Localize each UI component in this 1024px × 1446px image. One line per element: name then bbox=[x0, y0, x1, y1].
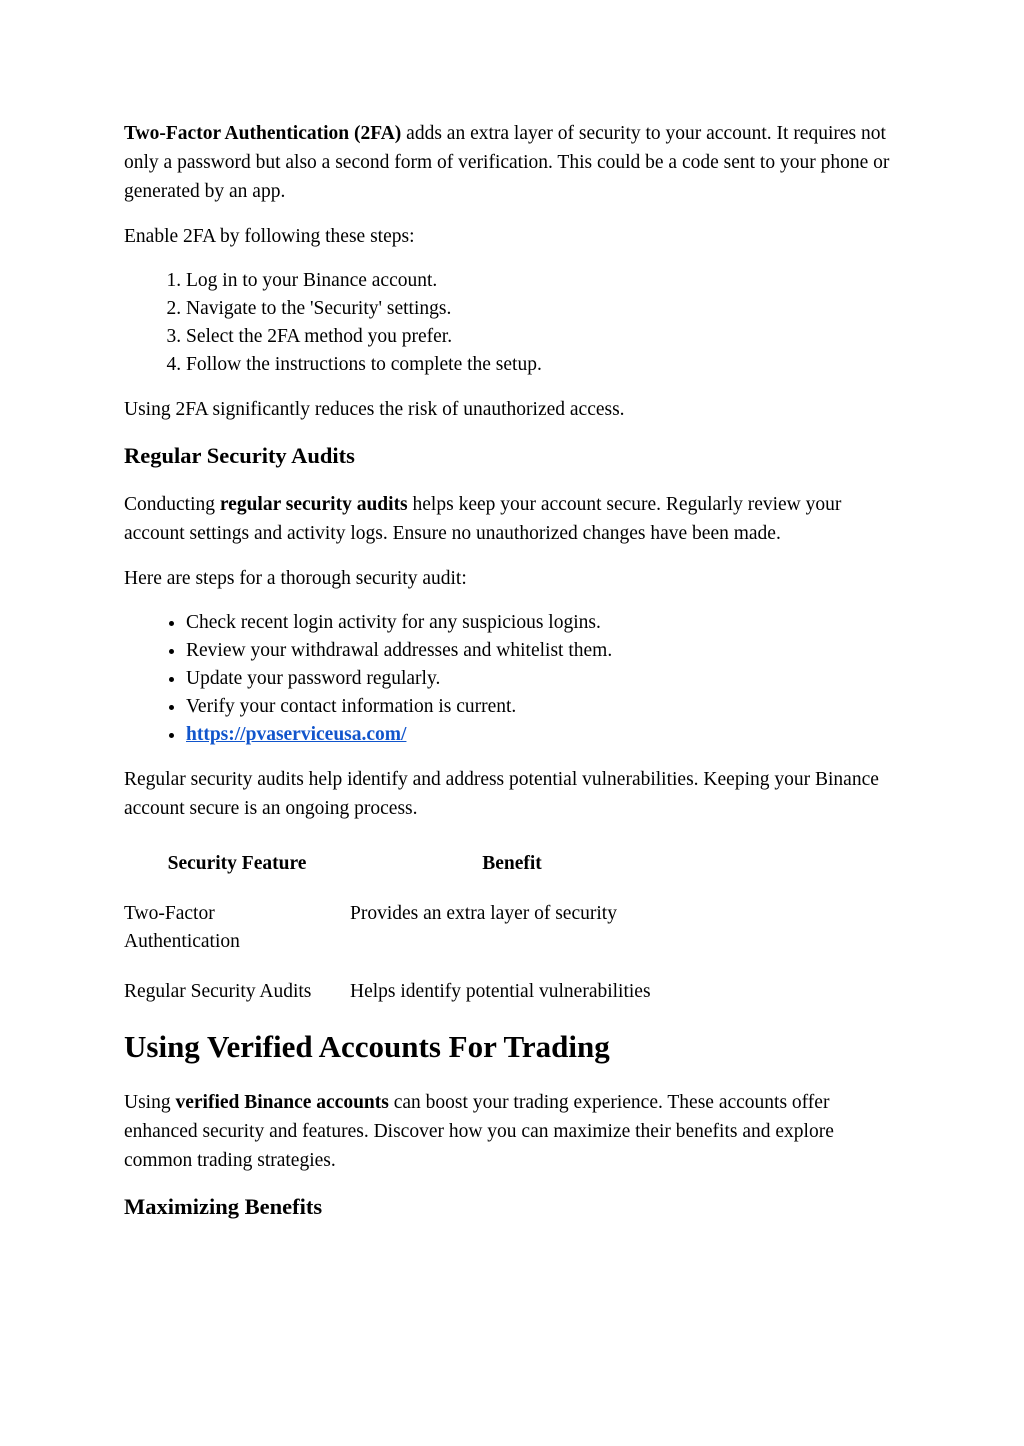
list-item-audit-1: • Check recent login activity for any suspicious logins. bbox=[186, 609, 900, 637]
list-item-audit-2: • Review your withdrawal addresses and whitelist them. bbox=[186, 637, 900, 665]
paragraph-audits-pre: Conducting bbox=[124, 494, 220, 515]
paragraph-2fa-note: Using 2FA significantly reduces the risk of unauthorized access. bbox=[124, 399, 625, 420]
paragraph-audits bbox=[124, 490, 900, 548]
list-item-step-2: 2. Navigate to the 'Security' settings. bbox=[186, 295, 900, 323]
paragraph-trading-pre: Using bbox=[124, 1092, 176, 1113]
table-cell-benefit-audits: Helps identify potential vulnerabilities bbox=[350, 981, 651, 1002]
paragraph-audit-steps-intro: Here are steps for a thorough security audit: bbox=[124, 568, 467, 589]
paragraph-2fa-text: adds an extra layer of security to your account. It requires not only a password but also a second form of verification. This could be a code sent to your phone or generated by an app. bbox=[124, 123, 890, 202]
table-row bbox=[124, 967, 674, 1017]
list-item-step-1: 1. Log in to your Binance account. bbox=[186, 267, 900, 295]
table-header-benefit: Benefit bbox=[482, 853, 542, 874]
list-item-audit-3: • Update your password regularly. bbox=[186, 665, 900, 693]
list-item-step-3: 3. Select the 2FA method you prefer. bbox=[186, 323, 900, 351]
list-item-audit-4: • Verify your contact information is current. bbox=[186, 693, 900, 721]
paragraph-2fa-intro bbox=[124, 119, 900, 206]
table-cell-benefit-2fa: Provides an extra layer of security bbox=[350, 903, 617, 924]
table-cell-feature-2fa: Two-Factor Authentication bbox=[124, 903, 240, 952]
bold-trading-term: verified Binance accounts bbox=[175, 1092, 389, 1113]
security-benefit-table bbox=[124, 839, 674, 1017]
paragraph-audits-text: helps keep your account secure. Regularly review your account settings and activity logs. Ensure no unauthorized changes have been made. bbox=[124, 494, 842, 544]
list-audit-steps bbox=[124, 609, 900, 749]
list-item-step-4: 4. Follow the instructions to complete the setup. bbox=[186, 351, 900, 379]
bold-2fa-term: Two-Factor Authentication (2FA) bbox=[124, 123, 402, 144]
paragraph-audits-conclusion: Regular security audits help identify and address potential vulnerabilities. Keeping your Binance account secure is an ongoing process. bbox=[124, 769, 879, 819]
pvaserviceusa-link[interactable]: https://pvaserviceusa.com/ bbox=[186, 724, 407, 745]
paragraph-enable-2fa: Enable 2FA by following these steps: bbox=[124, 226, 415, 247]
table-row bbox=[124, 889, 674, 967]
paragraph-trading-text: can boost your trading experience. These accounts offer enhanced security and features. Discover how you can maximize their benefits and explore common trading strategies. bbox=[124, 1092, 834, 1171]
table-header-row bbox=[124, 839, 674, 889]
bold-audits-term: regular security audits bbox=[219, 494, 408, 515]
paragraph-trading bbox=[124, 1088, 900, 1175]
heading-regular-security-audits: Regular Security Audits bbox=[124, 443, 355, 468]
list-2fa-steps bbox=[124, 267, 900, 379]
table-header-security-feature: Security Feature bbox=[167, 853, 307, 874]
list-item-audit-link bbox=[186, 721, 900, 749]
heading-using-verified-accounts: Using Verified Accounts For Trading bbox=[124, 1029, 610, 1064]
heading-maximizing-benefits: Maximizing Benefits bbox=[124, 1194, 323, 1219]
table-cell-feature-audits: Regular Security Audits bbox=[124, 981, 312, 1002]
